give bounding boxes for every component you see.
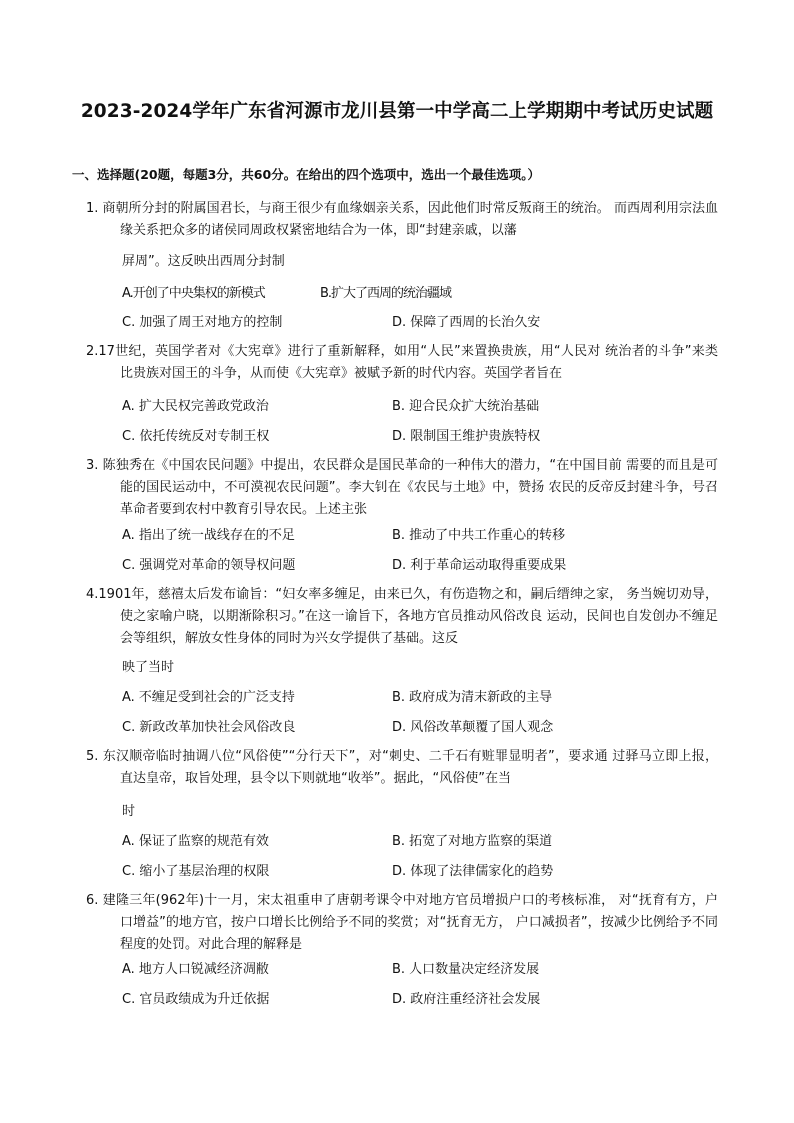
question-3-option-b: B. 推动了中共工作重心的转移: [392, 528, 566, 543]
question-4-option-b: B. 政府成为清末新政的主导: [392, 690, 553, 705]
question-3-option-c: C. 强调党对革命的领导权问题: [122, 558, 296, 573]
question-stem-text: 3. 陈独秀在《中国农民问题》中提出，农民群众是国民革命的一种伟大的潜力，“在中国目前 需要的而且是可能的国民运动中，不可漠视农民问题”。李大钊在《农民与土地》中，赞扬 农民的反帝反封建斗争，号召革命者要到农村中教育引导农民。上述主张: [86, 458, 718, 517]
question-3-stem: [86, 455, 718, 521]
question-6-option-b: B. 人口数量决定经济发展: [392, 962, 540, 977]
question-6-stem: [86, 890, 718, 956]
question-stem-text: 6. 建隆三年(962年)十一月，宋太祖重申了唐朝考课令中对地方官员增损户口的考核标准， 对“抚育有方，户口增益”的地方官，按户口增长比例给予不同的奖赏；对“抚育无方， 户口减损者”，按减少比例给予不同程度的处罚。对此合理的解释是: [86, 893, 718, 952]
section-heading: 一、选择题(20题，每题3分，共60分。在给出的四个选项中，选出一个最佳选项。）: [72, 167, 540, 182]
question-3-option-d: D. 利于革命运动取得重要成果: [392, 558, 567, 573]
question-stem-text: 1. 商朝所分封的附属国君长，与商王很少有血缘姻亲关系，因此他们时常反叛商王的统治。 而西周利用宗法血缘关系把众多的诸侯同周政权紧密地结合为一体，即“封建亲戚，以藩: [86, 201, 718, 238]
question-5-option-a: A. 保证了监察的规范有效: [122, 834, 269, 849]
question-2-option-b: B. 迎合民众扩大统治基础: [392, 399, 540, 414]
question-1-stem-tail: 屏周”。这反映出西周分封制: [122, 254, 285, 269]
question-1-option-a: A.开创了中央集权的新模式: [122, 286, 265, 301]
question-2-stem: [86, 341, 718, 385]
question-stem-text: 5. 东汉顺帝临时抽调八位“风俗使”“分行天下”，对“刺史、二千石有赃罪显明者”，要求通 过驿马立即上报，直达皇帝，取旨处理，县令以下则就地“收举”。据此，“风俗使”在当: [86, 749, 718, 786]
question-6-option-a: A. 地方人口锐减经济凋敝: [122, 962, 269, 977]
question-4-stem: [86, 584, 718, 650]
question-4-option-c: C. 新政改革加快社会风俗改良: [122, 720, 296, 735]
question-2-option-a: A. 扩大民权完善政党政治: [122, 399, 269, 414]
question-5-option-b: B. 拓宽了对地方监察的渠道: [392, 834, 553, 849]
question-1-stem: [86, 198, 718, 242]
question-2-option-c: C. 依托传统反对专制王权: [122, 429, 270, 444]
question-2-option-d: D. 限制国王维护贵族特权: [392, 429, 541, 444]
question-1-option-d: D. 保障了西周的长治久安: [392, 315, 541, 330]
question-5-stem: [86, 746, 718, 790]
question-1-option-c: C. 加强了周王对地方的控制: [122, 315, 283, 330]
question-4-option-a: A. 不缠足受到社会的广泛支持: [122, 690, 295, 705]
question-5-option-d: D. 体现了法律儒家化的趋势: [392, 864, 554, 879]
question-6-option-c: C. 官员政绩成为升迁依据: [122, 992, 270, 1007]
question-4-stem-tail: 映了当时: [122, 660, 175, 675]
document-title: 2023-2024学年广东省河源市龙川县第一中学高二上学期期中考试历史试题: [80, 101, 714, 122]
question-6-option-d: D. 政府注重经济社会发展: [392, 992, 541, 1007]
question-1-option-b: B.扩大了西周的统治疆域: [320, 286, 452, 301]
question-5-stem-tail: 时: [122, 804, 136, 819]
question-4-option-d: D. 风俗改革颠覆了国人观念: [392, 720, 554, 735]
question-3-option-a: A. 指出了统一战线存在的不足: [122, 528, 295, 543]
question-stem-text: 4.1901年，慈禧太后发布谕旨：“妇女率多缠足，由来已久，有伤造物之和，嗣后缙绅之家， 务当婉切劝导，使之家喻户晓，以期渐除积习。”在这一谕旨下，各地方官员推动风俗改良 运动，民间也自发创办不缠足会等组织，解放女性身体的同时为兴女学提供了基础。这反: [86, 587, 718, 646]
question-5-option-c: C. 缩小了基层治理的权限: [122, 864, 270, 879]
question-stem-text: 2.17世纪，英国学者对《大宪章》进行了重新解释，如用“人民”来置换贵族，用“人民对 统治者的斗争”来类比贵族对国王的斗争，从而使《大宪章》被赋予新的时代内容。英国学者旨在: [86, 344, 718, 381]
